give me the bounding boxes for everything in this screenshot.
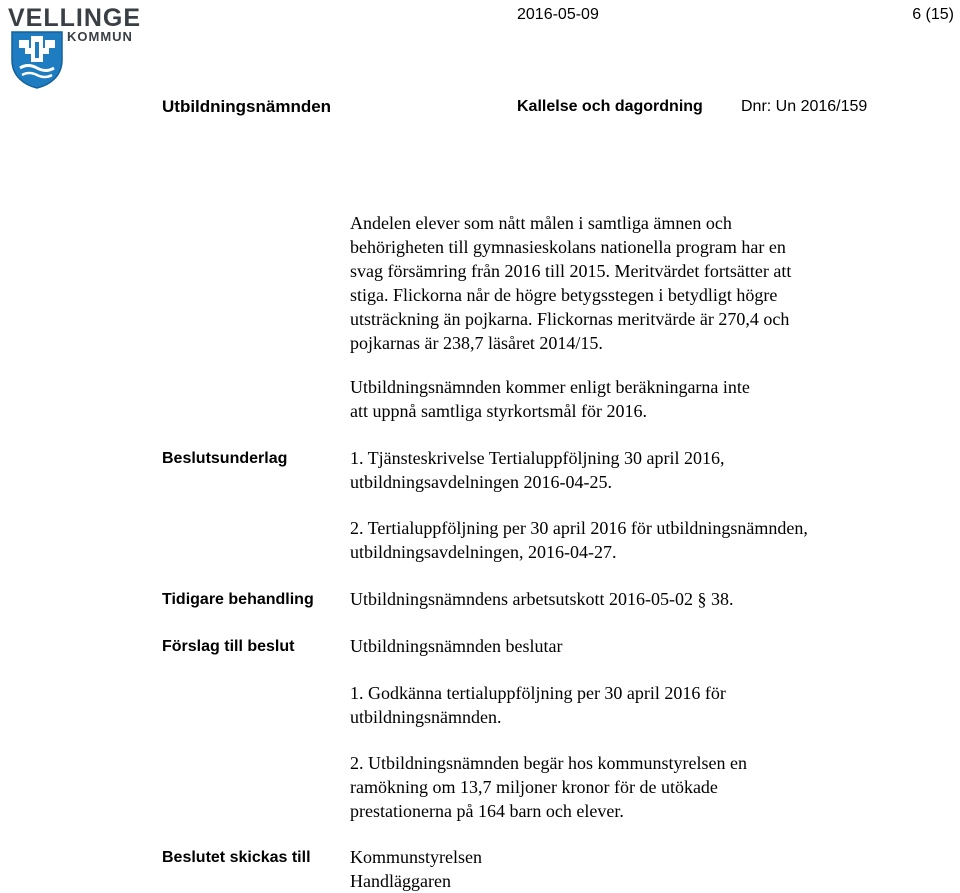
recipients-list: Kommunstyrelsen Handläggaren — [350, 847, 482, 891]
forslag-item-1: 1. Godkänna tertialuppföljning per 30 april 2016 för utbildningsnämnden. — [350, 683, 726, 727]
body-paragraph-goals: Utbildningsnämnden kommer enligt beräkningarna inte att uppnå samtliga styrkortsmål för 2016. — [350, 377, 750, 421]
beslutsunderlag-item-2: 2. Tertialuppföljning per 30 april 2016 för utbildningsnämnden, utbildningsavdelningen, 2016-04-27. — [350, 518, 808, 562]
beslutsunderlag-item-1: 1. Tjänsteskrivelse Tertialuppföljning 30 april 2016, utbildningsavdelningen 2016-04-25. — [350, 448, 725, 492]
coat-of-arms-icon — [10, 30, 64, 90]
organization-name: Utbildningsnämnden — [162, 97, 332, 116]
section-label-beslutet-skickas-till: Beslutet skickas till — [162, 849, 311, 866]
forslag-intro: Utbildningsnämnden beslutar — [350, 636, 563, 656]
logo-subtitle: KOMMUN — [67, 29, 133, 44]
vellinge-kommun-logo — [8, 4, 158, 92]
section-label-beslutsunderlag: Beslutsunderlag — [162, 450, 288, 467]
dnr-number: Dnr: Un 2016/159 — [741, 98, 868, 115]
document-type: Kallelse och dagordning — [517, 98, 703, 115]
section-label-forslag-till-beslut: Förslag till beslut — [162, 638, 295, 655]
body-paragraph-results: Andelen elever som nått målen i samtliga ämnen och behörigheten till gymnasieskolans nationella program har en svag försämring från 2016 till 2015. Meritvärdet fortsätter att stiga. Flickorna når de högre betygsstegen i betydligt högre utsträckning än pojkarna. Flickornas meritvärde är 270,4 och pojkarnas är 238,7 läsåret 2014/15. — [350, 213, 792, 353]
page-number: 6 (15) — [912, 6, 954, 23]
header-date: 2016-05-09 — [517, 6, 599, 23]
tidigare-behandling-text: Utbildningsnämndens arbetsutskott 2016-05-02 § 38. — [350, 589, 734, 609]
section-label-tidigare-behandling: Tidigare behandling — [162, 591, 314, 608]
logo-name: VELLINGE — [8, 4, 142, 32]
forslag-item-2: 2. Utbildningsnämnden begär hos kommunstyrelsen en ramökning om 13,7 miljoner kronor för de utökade prestationerna på 164 barn och elever. — [350, 753, 747, 821]
